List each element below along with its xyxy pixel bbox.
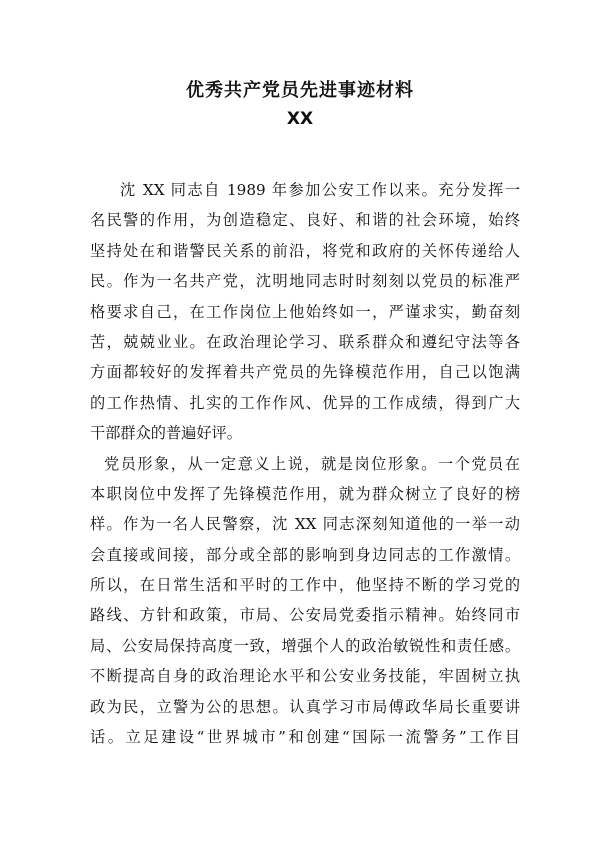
paragraph-2 [90, 449, 520, 753]
text-line: 方面都较好的发挥着共产党员的先锋模范作用，自己以饱满 [90, 363, 520, 382]
text-line: 不断提高自身的政治理论水平和公安业务技能，牢固树立执 [90, 667, 520, 686]
document-body [90, 175, 520, 752]
text-line: 所以，在日常生活和平时的工作中，他坚持不断的学习党的 [90, 576, 520, 595]
text-line: 路线、方针和政策，市局、公安局党委指示精神。始终同市 [90, 606, 520, 625]
text-line: 样。作为一名人民警察，沈 XX 同志深刻知道他的一举一动 [90, 515, 520, 534]
text-line: 干部群众的普遍好评。 [90, 424, 242, 443]
text-line: 政为民，立警为公的思想。认真学习市局傅政华局长重要讲 [90, 697, 520, 716]
text-line: 的工作热情、扎实的工作作风、优异的工作成绩，得到广大 [90, 393, 520, 412]
text-line: 话。立足建设“世界城市”和创建“国际一流警务”工作目 [90, 728, 520, 747]
text-line: 本职岗位中发挥了先锋模范作用，就为群众树立了良好的榜 [90, 484, 520, 503]
text-line: 苦，兢兢业业。在政治理论学习、联系群众和遵纪守法等各 [90, 332, 520, 351]
document-author: XX [286, 109, 314, 129]
text-line: 会直接或间接，部分或全部的影响到身边同志的工作激情。 [90, 545, 520, 564]
text-line: 党员形象，从一定意义上说，就是岗位形象。一个党员在 [104, 454, 520, 473]
paragraph-1 [90, 175, 520, 449]
text-line: 沈 XX 同志自 1989 年参加公安工作以来。充分发挥一 [120, 181, 520, 199]
text-line: 坚持处在和谐警民关系的前沿，将党和政府的关怀传递给人 [90, 241, 520, 260]
document-title: 优秀共产党员先进事迹材料 [186, 80, 414, 101]
text-line: 民。作为一名共产党，沈明地同志时时刻刻以党员的标准严 [90, 272, 520, 291]
text-line: 局、公安局保持高度一致，增强个人的政治敏锐性和责任感。 [90, 636, 520, 655]
text-line: 名民警的作用，为创造稳定、良好、和谐的社会环境，始终 [90, 211, 520, 230]
text-line: 格要求自己，在工作岗位上他始终如一，严谨求实，勤奋刻 [90, 302, 520, 321]
